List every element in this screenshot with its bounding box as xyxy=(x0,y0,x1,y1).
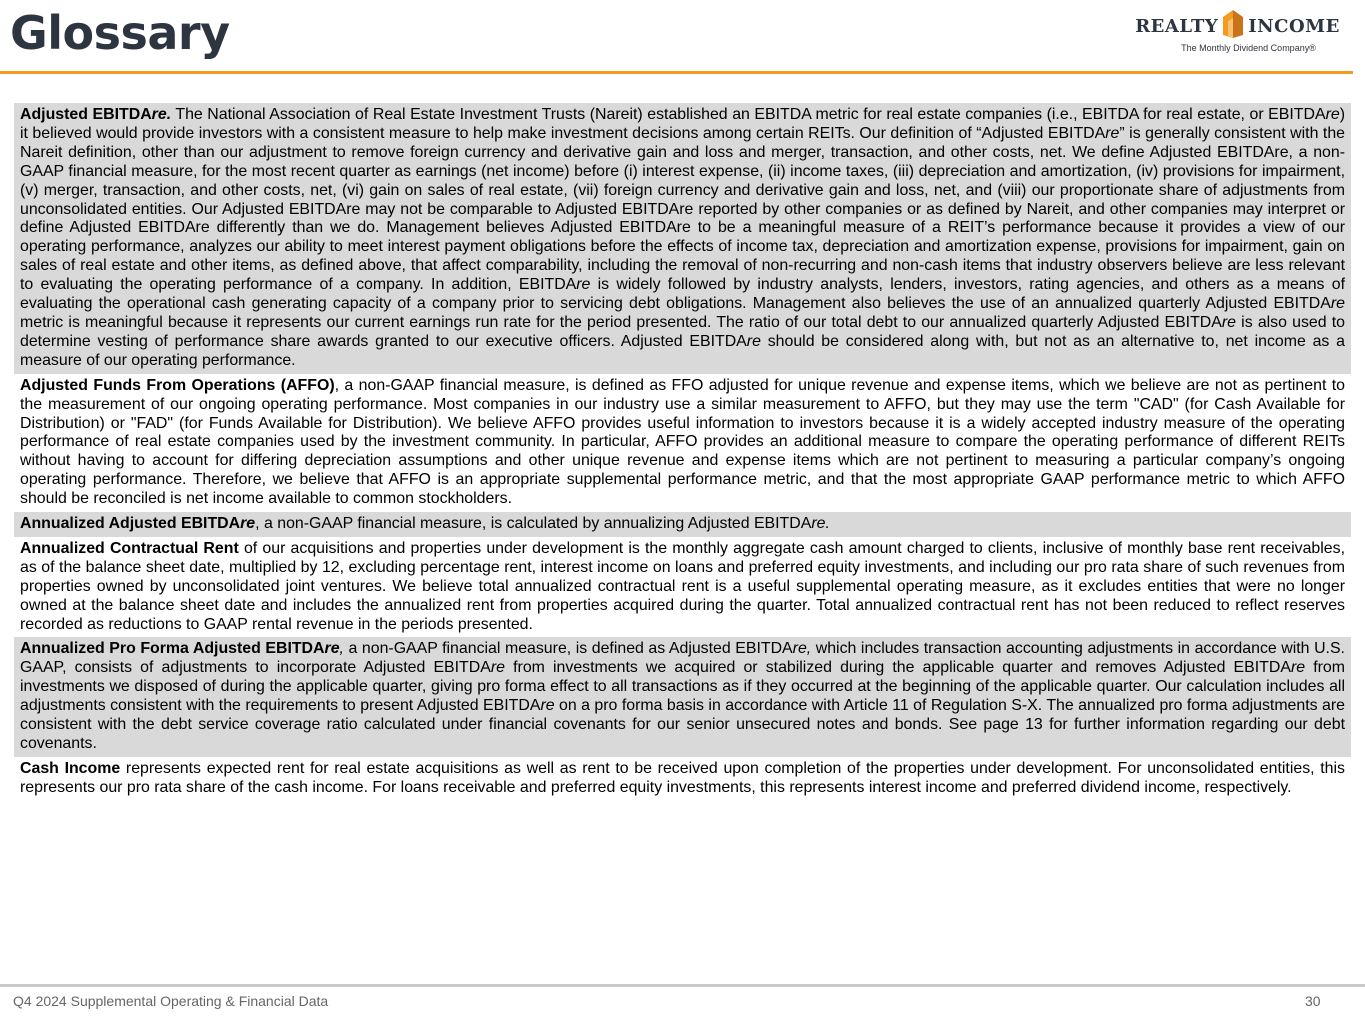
glossary-text: re, xyxy=(792,640,812,658)
glossary-text: re xyxy=(1325,106,1340,123)
logo-tagline: The Monthly Dividend Company® xyxy=(1181,43,1316,53)
glossary-text: re xyxy=(1290,659,1306,677)
glossary-text: , a non-GAAP financial measure, is defined as FFO adjusted for unique revenue and expense items, which we believe are not as pertinent to the measurement of our ongoing operating performance. Most companies in our industry use a similar measurement to AFFO, but they may use the term "CAD" (for Cash Available for Distribution) or "FAD" (for Funds Available for Distribution). We believe AFFO provides useful information to investors because it is a widely accepted industry measure of the operating performance of real estate companies used by the investment community. In particular, AFFO provides an additional measure to compare the operating performance of different REITs without having to account for differing depreciation assumptions and other unique revenue and expense items which are not pertinent to measuring a particular company’s ongoing operating performance. Therefore, we believe that AFFO is an appropriate supplemental performance metric, and that the most appropriate GAAP performance metric to which AFFO should be reconciled is net income available to common stockholders. xyxy=(20,376,1345,508)
glossary-text: on a pro forma basis in accordance with Article 11 of Regulation S-X. The annualized pro forma adjustments are consistent with the debt service coverage ratio calculated under financial covenants for our senior unsecured notes and bonds. See page 13 for further information regarding our debt covenants. xyxy=(20,697,1345,752)
glossary-text: should be considered along with, but not as an alternative to, net income as a measure of our operating performance. xyxy=(20,332,1346,369)
glossary-text: re xyxy=(1105,124,1120,142)
glossary-term: Adjusted EBITDA xyxy=(20,106,152,123)
glossary-list xyxy=(14,103,1351,801)
glossary-term: Adjusted Funds From Operations (AFFO) xyxy=(20,376,335,394)
glossary-entry xyxy=(14,537,1351,638)
glossary-text: re. xyxy=(811,515,830,533)
glossary-text: a non-GAAP financial measure, is defined as Adjusted EBITDA xyxy=(343,640,793,658)
glossary-entry xyxy=(14,374,1351,512)
glossary-entry xyxy=(14,512,1351,537)
glossary-text: , xyxy=(339,640,344,658)
glossary-text: represents expected rent for real estate acquisitions as well as rent to be received upon completion of the properties under development. For unconsolidated entities, this represents our pro rata share of the cash income. For loans receivable and preferred equity investments, this represents interest income and preferred dividend income, respectively. xyxy=(20,759,1346,796)
company-logo xyxy=(1135,10,1340,60)
glossary-text: metric is meaningful because it represents our current earnings run rate for the period presented. The ratio of our total debt to our annualized quarterly Adjusted EBITDA xyxy=(20,313,1222,331)
glossary-term: Cash Income xyxy=(20,759,121,777)
logo-word-right: INCOME xyxy=(1248,15,1340,37)
footer-page-number: 30 xyxy=(1305,993,1321,1009)
glossary-term: Annualized Adjusted EBITDA xyxy=(20,515,241,533)
glossary-text: The National Association of Real Estate Investment Trusts (Nareit) established an EBITDA metric for real estate companies (i.e., EBITDA for real estate, or EBITDA xyxy=(171,106,1326,123)
glossary-text: is widely followed by industry analysts, lenders, investors, rating agencies, and others as a means of evaluating the operational cash generating capacity of a company prior to servicing debt obligations. Management also believes the use of an annualized quarterly Adjusted EBITDA xyxy=(20,276,1345,313)
page-title: Glossary xyxy=(10,6,230,60)
glossary-term: Annualized Contractual Rent xyxy=(20,539,239,557)
glossary-term: re xyxy=(240,515,256,533)
glossary-entry xyxy=(14,757,1351,801)
glossary-text: , a non-GAAP financial measure, is calculated by annualizing Adjusted EBITDA xyxy=(255,515,812,533)
logo-word-left: REALTY xyxy=(1135,15,1219,37)
title-divider xyxy=(0,71,1353,74)
glossary-text: re xyxy=(490,659,505,677)
glossary-text: of our acquisitions and properties under development is the monthly aggregate cash amount charged to clients, inclusive of monthly base rent receivables, as of the balance sheet date, multiplied by 12, excluding percentage rent, interest income on loans and preferred equity investments, and including our pro rata share of such revenues from properties owned by unconsolidated joint ventures. We believe total annualized contractual rent is a useful supplemental operating measure, as it excludes entities that were no longer owned at the balance sheet date and includes the annualized rent from properties acquired during the quarter. Total annualized contractual rent has not been reduced to reflect reserves recorded as reductions to GAAP rental revenue in the periods presented. xyxy=(20,539,1345,633)
glossary-text: is also used to determine vesting of performance share awards granted to our executive officers. Adjusted EBITDA xyxy=(20,313,1346,350)
glossary-text: from investments we acquired or stabilized during the applicable quarter and removes Adjusted EBITDA xyxy=(504,659,1291,677)
glossary-text: re xyxy=(746,332,761,350)
glossary-text: re xyxy=(1330,295,1345,313)
glossary-text: ) it believed would provide investors with a consistent measure to help make investment decisions among certain REITs. Our definition of “Adjusted EBITDA xyxy=(20,106,1345,142)
logo-building-icon xyxy=(1221,9,1245,44)
glossary-text: re xyxy=(576,276,591,294)
glossary-entry xyxy=(14,103,1351,374)
glossary-term: Annualized Pro Forma Adjusted EBITDA xyxy=(20,640,325,658)
glossary-text: from investments we disposed of during the applicable quarter, giving pro forma effect to all transactions as if they occurred at the beginning of the applicable quarter. Our calculation includes all adjustments consistent with the requirements to present Adjusted EBITDA xyxy=(20,659,1345,715)
glossary-term: re xyxy=(324,640,340,658)
glossary-text: re xyxy=(540,697,555,715)
glossary-term: re. xyxy=(151,106,172,123)
footer-document-label: Q4 2024 Supplemental Operating & Financial Data xyxy=(13,993,329,1009)
glossary-text: ” is generally consistent with the Nareit definition, other than our adjustment to remove foreign currency and derivative gain and loss and merger, transaction, and other costs, net. We define Adjusted EBITDAre, a non-GAAP financial measure, for the most recent quarter as earnings (net income) before (i) interest expense, (ii) income taxes, (iii) depreciation and amortization, (iv) provisions for impairment, (v) merger, transaction, and other costs, net, (vi) gain on sales of real estate, (vii) foreign currency and derivative gain and loss, net, and (viii) our proportionate share of adjustments from unconsolidated entities. Our Adjusted EBITDAre may not be comparable to Adjusted EBITDAre reported by other companies or as defined by Nareit, and other companies may interpret or define Adjusted EBITDAre differently than we do. Management believes Adjusted EBITDAre to be a meaningful measure of a REIT’s performance because it provides a view of our operating performance, analyzes our ability to meet interest payment obligations before the effects of income tax, depreciation and amortization expense, provisions for impairment, gain on sales of real estate and other items, as defined above, that affect comparability, including the removal of non-recurring and non-cash items that industry observers believe are less relevant to evaluating the operating performance of a company. In addition, EBITDA xyxy=(20,124,1345,294)
glossary-text: which includes transaction accounting adjustments in accordance with U.S. GAAP, consists of adjustments to incorporate Adjusted EBITDA xyxy=(20,640,1345,677)
glossary-entry xyxy=(14,637,1351,756)
footer-divider xyxy=(0,984,1365,987)
glossary-text: re xyxy=(1221,313,1237,331)
